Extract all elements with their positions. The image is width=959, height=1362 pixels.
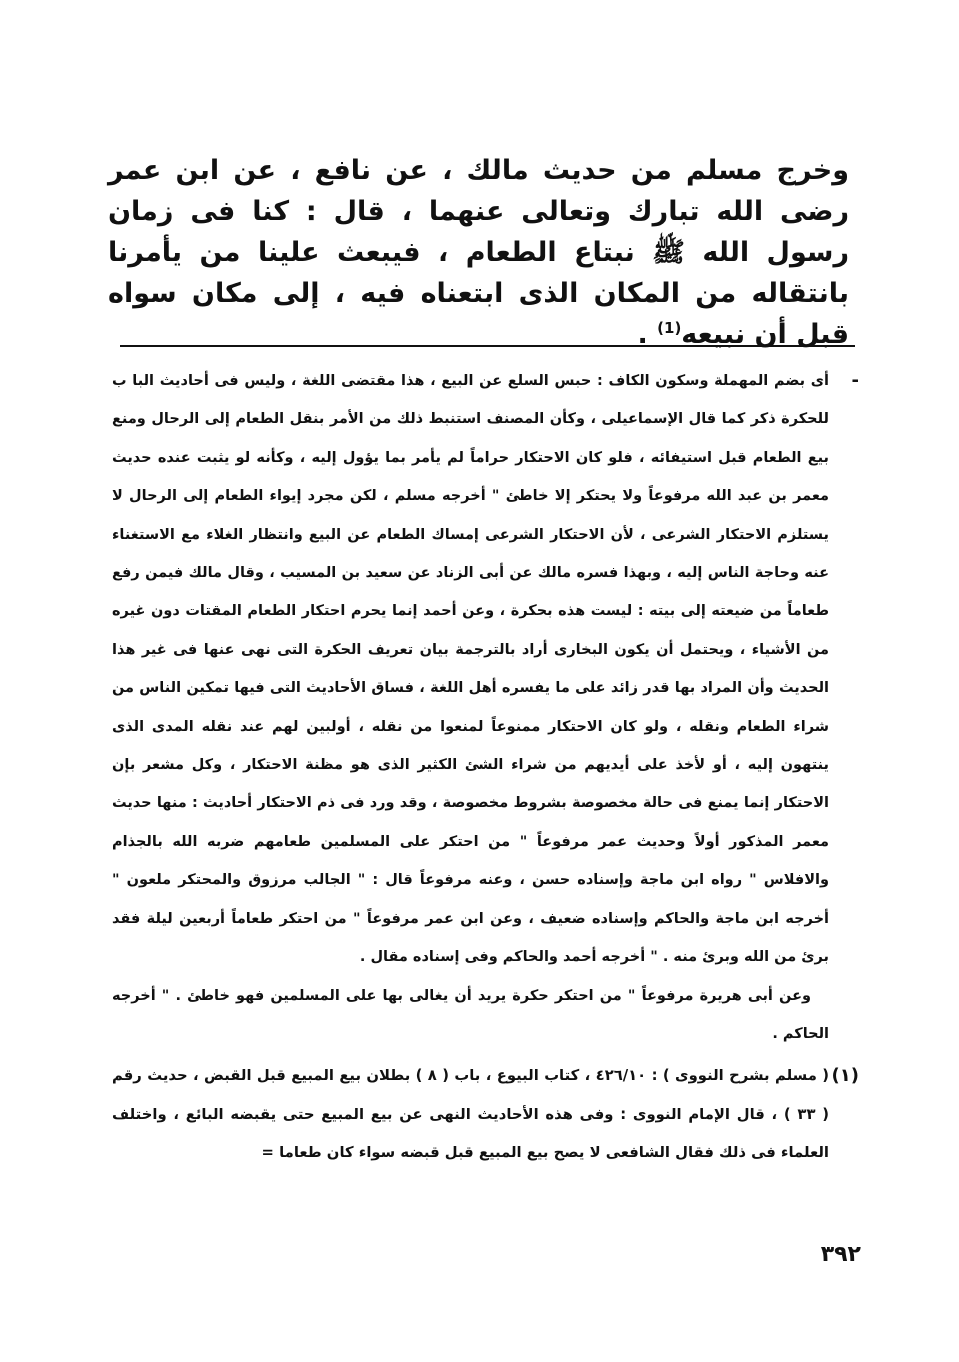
footnote-1 bbox=[112, 1057, 859, 1172]
main-paragraph-body: وخرج مسلم من حديث مالك ، عن نافع ، عن ابن عمر رضى الله تبارك وتعالى عنهما ، قال : كنا فى زمان رسول الله ﷺ نبتاع الطعام ، فيبعث علينا من يأمرنا بانتقاله من المكان الذى ابتعناه فيه ، إلى مكان سواه قبل أن نبيعه bbox=[108, 155, 849, 350]
footnote-dash-continuation: وعن أبى هريرة مرفوعاً " من احتكر حكرة يريد أن يغالى بها على المسلمين فهو خاطئ . " أخرجه الحاكم . bbox=[112, 987, 829, 1042]
footnotes-section bbox=[112, 362, 859, 1173]
footnote-1-text: ( مسلم بشرح النووى ) : ٤٢٦/١٠ ، كتاب البيوع ، باب ( ٨ ) بطلان بيع المبيع قبل القبض ، حديث رقم ( ٣٣ ) ، قال الإمام النووى : وفى هذه الأحاديث النهى عن بيع المبيع حتى يقبضه البائع ، واختلف العلماء فى ذلك فقال الشافعى لا يصح بيع المبيع قبل قبضه سواء كان طعاما = bbox=[112, 1067, 829, 1162]
footnote-dash-marker: - bbox=[851, 370, 859, 391]
footnote-dash bbox=[112, 362, 859, 977]
main-paragraph bbox=[108, 150, 849, 355]
page-number: ٣٩٢ bbox=[820, 1242, 861, 1267]
main-text-block bbox=[108, 150, 849, 355]
footnote-dash-text: أى بضم المهملة وسكون الكاف : حبس السلع عن البيع ، هذا مقتضى اللغة ، وليس فى أحاديث البا ب للحكرة ذكر كما قال الإسماعيلى ، وكأن المصنف استنبط ذلك من الأمر بنقل الطعام إلى الرحال ومنع بيع الطعام قبل استيفائه ، فلو كان الاحتكار حراماً لم يأمر بما يؤول إليه ، وكأنه لو يثبت عنده حديث معمر بن عبد الله مرفوعاً ولا يحتكر إلا خاطئ " أخرجه مسلم ، لكن مجرد إيواء الطعام إلى الرحال لا يستلزم الاحتكار الشرعى ، لأن الاحتكار الشرعى إمساك الطعام عن البيع وانتظار الغلاء مع الاستغناء عنه وحاجة الناس إليه ، وبهذا فسره مالك عن أبى الزناد عن سعيد بن المسيب ، وقال مالك فيمن رفع طعاماً من ضيعته إلى بيته : ليست هذه بحكرة ، وعن أحمد إنما يحرم احتكار الطعام المقتات دون غيره من الأشياء ، ويحتمل أن يكون البخارى أراد بالترجمة بيان تعريف الحكرة التى نهى عنها فى غير هذا الحديث وأن المراد بها قدر زائد على ما يفسره أهل اللغة ، فساق الأحاديث التى فيها تمكين الناس من شراء الطعام ونقله ، ولو كان الاحتكار ممنوعاً لمنعوا من نقله ، أولبين لهم عند نقله المدى الذى ينتهون إليه ، أو لأخذ على أيديهم من شراء الشئ الكثير الذى هو مظنة الاحتكار ، وكل مشعر بإن الاحتكار إنما يمنع فى حالة مخصوصة بشروط مخصوصة ، وقد ورد فى ذم الاحتكار أحاديث : منها حديث معمر المذكور أولاً وحديث عمر مرفوعاً " من احتكر على المسلمين طعامهم ضربه الله بالجذام والافلاس " رواه ابن ماجة وإسناده حسن ، وعنه مرفوعاً قال : " الجالب مرزوق والمحتكر ملعون " أخرجه ابن ماجة والحاكم وإسناده ضعيف ، وعن ابن عمر مرفوعاً " من احتكر طعاماً أربعين ليلة فقد برئ من الله وبرئ منه . " أخرجه أحمد والحاكم وفى إسناده مقال . bbox=[112, 373, 829, 966]
footnote-reference-mark: (1) bbox=[657, 319, 682, 337]
footnote-divider bbox=[120, 345, 855, 347]
main-paragraph-ending: . bbox=[637, 319, 658, 350]
footnote-1-marker: (١) bbox=[831, 1065, 859, 1087]
